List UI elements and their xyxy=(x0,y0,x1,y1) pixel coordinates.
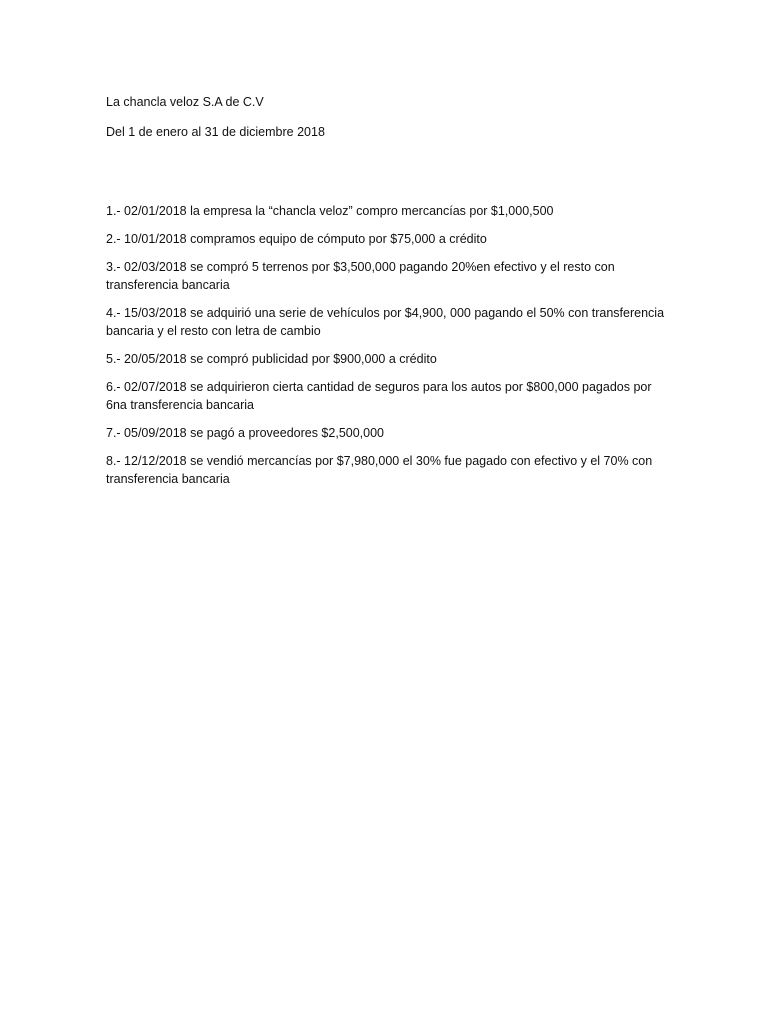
transaction-item-8: 8.- 12/12/2018 se vendió mercancías por $7,980,000 el 30% fue pagado con efectivo y el 70% con transferencia bancaria xyxy=(106,454,653,486)
transaction-item-4: 4.- 15/03/2018 se adquirió una serie de vehículos por $4,900, 000 pagando el 50% con transferencia bancaria y el resto con letra de cambio xyxy=(106,306,665,338)
transaction-list xyxy=(106,202,666,488)
transaction-item-6: 6.- 02/07/2018 se adquirieron cierta cantidad de seguros para los autos por $800,000 pagados por 6na transferencia bancaria xyxy=(106,380,652,412)
transaction-item-2: 2.- 10/01/2018 compramos equipo de cómputo por $75,000 a crédito xyxy=(106,232,487,246)
transaction-item-5: 5.- 20/05/2018 se compró publicidad por $900,000 a crédito xyxy=(106,352,437,366)
document-body xyxy=(106,93,666,498)
period-line: Del 1 de enero al 31 de diciembre 2018 xyxy=(106,125,325,139)
transaction-item-1: 1.- 02/01/2018 la empresa la “chancla veloz” compro mercancías por $1,000,500 xyxy=(106,204,554,218)
transaction-item-7: 7.- 05/09/2018 se pagó a proveedores $2,500,000 xyxy=(106,426,384,440)
transaction-item-3: 3.- 02/03/2018 se compró 5 terrenos por $3,500,000 pagando 20%en efectivo y el resto con transferencia bancaria xyxy=(106,260,615,292)
company-name: La chancla veloz S.A de C.V xyxy=(106,95,264,109)
